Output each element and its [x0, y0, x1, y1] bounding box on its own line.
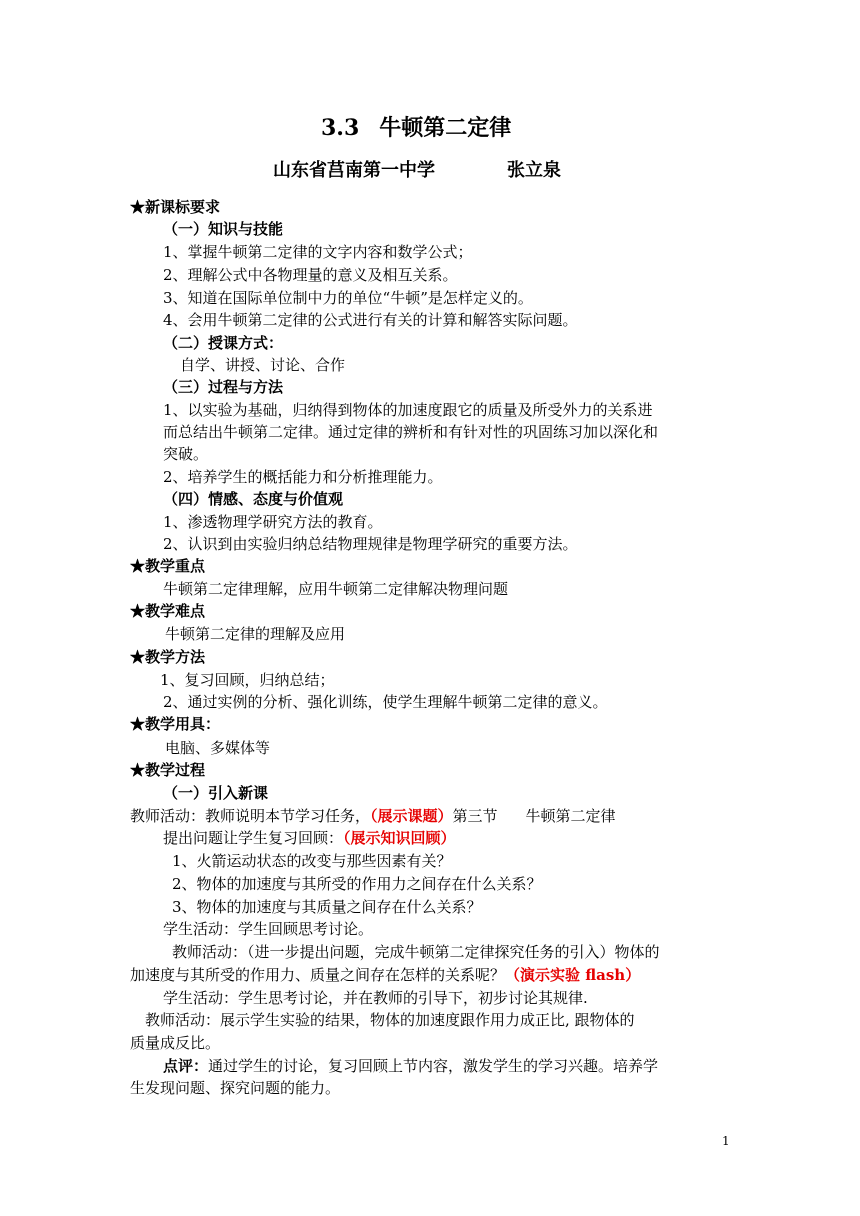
teacher-activity-line	[130, 805, 616, 827]
title-section-number: 3.3	[321, 115, 360, 141]
section-heading-standards: ★新课标要求	[130, 198, 221, 216]
knowledge-item-2: 2、理解公式中各物理量的意义及相互关系。	[163, 266, 458, 284]
author-line	[273, 158, 561, 184]
knowledge-item-3: 3、知道在国际单位制中力的单位“牛顿”是怎样定义的。	[163, 289, 533, 307]
teacher-activity-text: 教师活动：教师说明本节学习任务，	[130, 807, 371, 825]
doc-title	[321, 113, 511, 143]
section-heading-process: ★教学过程	[130, 761, 206, 779]
process-item-1-line-2: 而总结出牛顿第二定律。通过定律的辨析和有针对性的巩固练习加以深化和	[163, 423, 659, 441]
section-heading-tools: ★教学用具：	[130, 715, 221, 733]
comment-label: 点评：	[163, 1057, 209, 1075]
teacher-result-line-2: 质量成反比。	[130, 1034, 221, 1052]
section-heading-difficulties: ★教学难点	[130, 602, 206, 620]
knowledge-item-4: 4、会用牛顿第二定律的公式进行有关的计算和解答实际问题。	[163, 311, 578, 329]
subheading-intro: （一）引入新课	[163, 784, 269, 802]
student-activity-2: 学生活动：学生思考讨论，并在教师的引导下，初步讨论其规律.	[163, 989, 588, 1007]
teacher-followup-line-2	[130, 964, 640, 986]
page-number: 1	[722, 1134, 730, 1148]
review-prompt-line	[163, 827, 456, 849]
process-item-2: 2、培养学生的概括能力和分析推理能力。	[163, 468, 443, 486]
comment-line-2: 生发现问题、探究问题的能力。	[130, 1079, 341, 1097]
teaching-mode-text: 自学、讲授、讨论、合作	[180, 356, 346, 374]
review-prompt-text: 提出问题让学生复习回顾：	[163, 829, 344, 847]
subheading-knowledge: （一）知识与技能	[163, 220, 284, 238]
student-activity-1: 学生活动：学生回顾思考讨论。	[163, 920, 374, 938]
comment-text: 通过学生的讨论，复习回顾上节内容，激发学生的学习兴趣。培养学	[208, 1057, 659, 1075]
review-question-2: 2、物体的加速度与其所受的作用力之间存在什么关系？	[172, 875, 542, 893]
review-question-1: 1、火箭运动状态的改变与那些因素有关？	[172, 852, 452, 870]
tools-text: 电脑、多媒体等	[165, 739, 271, 757]
demo-flash-highlight: （演示实验 flash）	[505, 966, 641, 984]
author-name: 张立泉	[507, 160, 561, 181]
show-review-highlight: （展示知识回顾）	[343, 829, 456, 847]
subheading-process: （三）过程与方法	[163, 378, 284, 396]
knowledge-item-1: 1、掌握牛顿第二定律的文字内容和数学公式；	[163, 243, 473, 261]
author-school: 山东省莒南第一中学	[273, 160, 435, 181]
values-item-2: 2、认识到由实验归纳总结物理规律是物理学研究的重要方法。	[163, 535, 578, 553]
section-heading-methods: ★教学方法	[130, 648, 206, 666]
teacher-followup-line-1: 教师活动：（进一步提出问题，完成牛顿第二定律探究任务的引入）物体的	[172, 943, 660, 961]
methods-item-2: 2、通过实例的分析、强化训练，使学生理解牛顿第二定律的意义。	[163, 693, 608, 711]
subheading-teaching-mode: （二）授课方式：	[163, 334, 284, 352]
key-points-text: 牛顿第二定律理解，应用牛顿第二定律解决物理问题	[163, 580, 509, 598]
process-item-1-line-1: 1、以实验为基础，归纳得到物体的加速度跟它的质量及所受外力的关系进	[163, 401, 653, 419]
review-question-3: 3、物体的加速度与其质量之间存在什么关系？	[172, 898, 482, 916]
difficulties-text: 牛顿第二定律的理解及应用	[165, 625, 346, 643]
teacher-followup-text: 加速度与其所受的作用力、质量之间存在怎样的关系呢？	[130, 966, 506, 984]
values-item-1: 1、渗透物理学研究方法的教育。	[163, 513, 383, 531]
show-topic-highlight: （展示课题）	[370, 807, 453, 825]
methods-item-1: 1、复习回顾，归纳总结；	[160, 671, 335, 689]
process-item-1-line-3: 突破。	[163, 445, 209, 463]
teacher-result-line-1: 教师活动：展示学生实验的结果，物体的加速度跟作用力成正比, 跟物体的	[145, 1011, 635, 1029]
section-heading-key-points: ★教学重点	[130, 557, 206, 575]
lesson-name: 牛顿第二定律	[525, 807, 616, 825]
comment-line-1	[163, 1055, 658, 1077]
subheading-values: （四）情感、态度与价值观	[163, 490, 344, 508]
title-text: 牛顿第二定律	[379, 115, 512, 141]
section-label: 第三节	[452, 807, 498, 825]
